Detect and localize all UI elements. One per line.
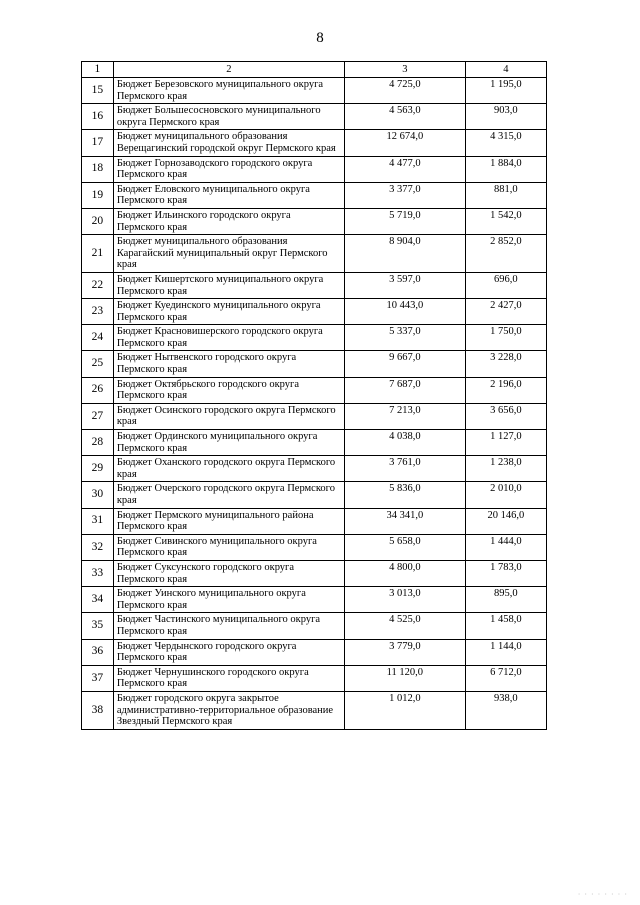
row-value-col3: 7 687,0 [344,377,465,403]
row-budget-name: Бюджет Ординского муниципального округа Пермского края [113,430,344,456]
row-value-col4: 1 458,0 [465,613,546,639]
row-budget-name: Бюджет Осинского городского округа Пермского края [113,403,344,429]
row-budget-name: Бюджет Кишертского муниципального округа Пермского края [113,272,344,298]
row-number: 27 [82,403,114,429]
row-budget-name: Бюджет муниципального образования Верещагинский городской округ Пермского края [113,130,344,156]
row-value-col4: 3 228,0 [465,351,546,377]
table-row [82,377,547,403]
row-value-col4: 2 427,0 [465,299,546,325]
row-budget-name: Бюджет Очерского городского округа Пермского края [113,482,344,508]
row-value-col3: 3 779,0 [344,639,465,665]
row-value-col3: 3 761,0 [344,456,465,482]
budget-table-body [82,62,547,730]
row-value-col4: 2 196,0 [465,377,546,403]
row-budget-name: Бюджет Уинского муниципального округа Пермского края [113,587,344,613]
row-value-col3: 3 597,0 [344,272,465,298]
row-value-col3: 5 658,0 [344,534,465,560]
row-value-col4: 1 444,0 [465,534,546,560]
row-budget-name: Бюджет Октябрьского городского округа Пермского края [113,377,344,403]
table-row [82,613,547,639]
row-budget-name: Бюджет городского округа закрытое административно-территориальное образование Звездный Пермского края [113,691,344,729]
table-row [82,430,547,456]
row-number: 38 [82,691,114,729]
row-number: 15 [82,78,114,104]
row-number: 17 [82,130,114,156]
row-value-col3: 12 674,0 [344,130,465,156]
row-value-col3: 4 477,0 [344,156,465,182]
row-number: 37 [82,665,114,691]
row-number: 18 [82,156,114,182]
table-row [82,639,547,665]
row-number: 28 [82,430,114,456]
row-budget-name: Бюджет Сивинского муниципального округа Пермского края [113,534,344,560]
row-budget-name: Бюджет Чернушинского городского округа Пермского края [113,665,344,691]
table-row [82,482,547,508]
row-budget-name: Бюджет Суксунского городского округа Пермского края [113,560,344,586]
row-value-col4: 881,0 [465,182,546,208]
table-row [82,534,547,560]
row-number: 25 [82,351,114,377]
row-value-col4: 3 656,0 [465,403,546,429]
row-value-col3: 4 725,0 [344,78,465,104]
row-budget-name: Бюджет Горнозаводского городского округа Пермского края [113,156,344,182]
row-value-col3: 34 341,0 [344,508,465,534]
row-number: 35 [82,613,114,639]
row-number: 29 [82,456,114,482]
row-budget-name: Бюджет муниципального образования Карагайский муниципальный округ Пермского края [113,235,344,273]
table-row [82,156,547,182]
row-value-col4: 1 783,0 [465,560,546,586]
header-col-4: 4 [465,62,546,78]
row-value-col4: 1 144,0 [465,639,546,665]
row-number: 22 [82,272,114,298]
row-budget-name: Бюджет Ильинского городского округа Пермского края [113,208,344,234]
row-value-col3: 4 563,0 [344,104,465,130]
row-budget-name: Бюджет Чердынского городского округа Пермского края [113,639,344,665]
table-row [82,130,547,156]
table-row [82,235,547,273]
row-number: 21 [82,235,114,273]
row-budget-name: Бюджет Куединского муниципального округа Пермского края [113,299,344,325]
table-row [82,78,547,104]
row-value-col3: 3 013,0 [344,587,465,613]
row-value-col4: 903,0 [465,104,546,130]
row-value-col4: 696,0 [465,272,546,298]
row-number: 32 [82,534,114,560]
row-number: 24 [82,325,114,351]
row-value-col4: 1 750,0 [465,325,546,351]
table-row [82,208,547,234]
row-budget-name: Бюджет Березовского муниципального округа Пермского края [113,78,344,104]
table-row [82,182,547,208]
row-budget-name: Бюджет Оханского городского округа Пермского края [113,456,344,482]
row-budget-name: Бюджет Еловского муниципального округа Пермского края [113,182,344,208]
row-value-col3: 5 337,0 [344,325,465,351]
row-value-col4: 4 315,0 [465,130,546,156]
header-col-2: 2 [113,62,344,78]
row-value-col3: 3 377,0 [344,182,465,208]
row-value-col3: 1 012,0 [344,691,465,729]
row-value-col3: 4 800,0 [344,560,465,586]
budget-table [81,61,547,730]
scan-mark: · · · · · · · · [577,890,628,899]
row-number: 36 [82,639,114,665]
row-value-col4: 6 712,0 [465,665,546,691]
row-budget-name: Бюджет Частинского муниципального округа Пермского края [113,613,344,639]
row-value-col3: 7 213,0 [344,403,465,429]
page-number: 8 [316,30,324,46]
row-number: 16 [82,104,114,130]
row-value-col4: 1 238,0 [465,456,546,482]
row-value-col3: 4 525,0 [344,613,465,639]
table-header-row [82,62,547,78]
row-number: 26 [82,377,114,403]
row-value-col4: 2 010,0 [465,482,546,508]
table-row [82,691,547,729]
row-number: 33 [82,560,114,586]
row-number: 31 [82,508,114,534]
table-row [82,403,547,429]
row-value-col3: 5 836,0 [344,482,465,508]
row-number: 23 [82,299,114,325]
table-row [82,560,547,586]
row-budget-name: Бюджет Пермского муниципального района Пермского края [113,508,344,534]
row-value-col3: 4 038,0 [344,430,465,456]
row-value-col3: 8 904,0 [344,235,465,273]
header-col-1: 1 [82,62,114,78]
row-value-col4: 20 146,0 [465,508,546,534]
row-budget-name: Бюджет Большесосновского муниципального округа Пермского края [113,104,344,130]
table-row [82,665,547,691]
table-row [82,272,547,298]
row-value-col3: 10 443,0 [344,299,465,325]
table-row [82,104,547,130]
row-value-col4: 938,0 [465,691,546,729]
row-value-col4: 1 542,0 [465,208,546,234]
table-row [82,456,547,482]
row-number: 30 [82,482,114,508]
row-value-col4: 2 852,0 [465,235,546,273]
table-row [82,299,547,325]
header-col-3: 3 [344,62,465,78]
row-number: 20 [82,208,114,234]
row-value-col3: 9 667,0 [344,351,465,377]
row-value-col3: 5 719,0 [344,208,465,234]
row-value-col4: 895,0 [465,587,546,613]
row-number: 19 [82,182,114,208]
table-row [82,325,547,351]
table-row [82,351,547,377]
row-number: 34 [82,587,114,613]
row-budget-name: Бюджет Нытвенского городского округа Пермского края [113,351,344,377]
table-row [82,508,547,534]
row-value-col4: 1 127,0 [465,430,546,456]
row-value-col3: 11 120,0 [344,665,465,691]
table-row [82,587,547,613]
row-value-col4: 1 195,0 [465,78,546,104]
row-budget-name: Бюджет Красновишерского городского округа Пермского края [113,325,344,351]
row-value-col4: 1 884,0 [465,156,546,182]
